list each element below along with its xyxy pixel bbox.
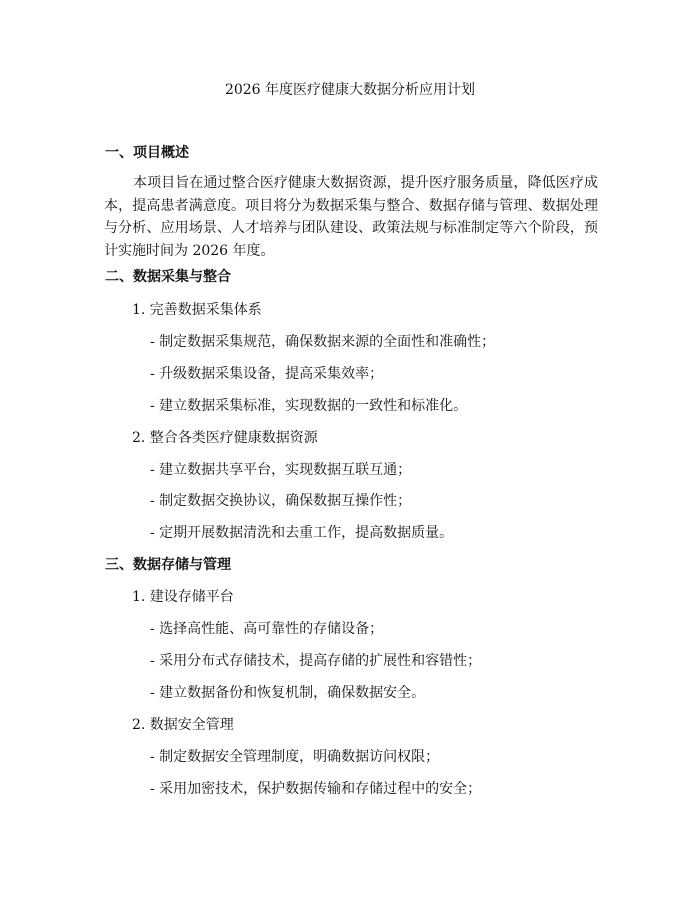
sub-list-item: - 升级数据采集设备，提高采集效率； <box>150 366 384 382</box>
section-heading-data-storage: 三、数据存储与管理 <box>105 557 231 573</box>
section-heading-overview: 一、项目概述 <box>105 145 189 161</box>
sub-list-item: - 制定数据交换协议，确保数据互操作性； <box>150 493 412 509</box>
sub-list-item: - 制定数据采集规范，确保数据来源的全面性和准确性； <box>150 334 496 350</box>
sub-list-item: - 定期开展数据清洗和去重工作，提高数据质量。 <box>150 525 454 541</box>
sub-list-item: - 制定数据安全管理制度，明确数据访问权限； <box>150 749 440 765</box>
sub-list-item: - 建立数据备份和恢复机制，确保数据安全。 <box>150 685 426 701</box>
list-item: 1. 完善数据采集体系 <box>132 302 262 318</box>
sub-list-item: - 选择高性能、高可靠性的存储设备； <box>150 621 384 637</box>
sub-list-item: - 建立数据采集标准，实现数据的一致性和标准化。 <box>150 398 468 414</box>
overview-paragraph: 本项目旨在通过整合医疗健康大数据资源，提升医疗服务质量，降低医疗成本，提高患者满意度。项目将分为数据采集与整合、数据存储与管理、数据处理与分析、应用场景、人才培养与团队建设、政策法规与标准制定等六个阶段，预计实施时间为 2026 年度。 <box>104 175 598 259</box>
list-item: 1. 建设存储平台 <box>132 589 234 605</box>
sub-list-item: - 采用分布式存储技术，提高存储的扩展性和容错性； <box>150 653 482 669</box>
document-title: 2026 年度医疗健康大数据分析应用计划 <box>224 82 476 98</box>
list-item: 2. 数据安全管理 <box>132 717 234 733</box>
list-item: 2. 整合各类医疗健康数据资源 <box>132 430 318 446</box>
sub-list-item: - 建立数据共享平台，实现数据互联互通； <box>150 462 412 478</box>
sub-list-item: - 采用加密技术，保护数据传输和存储过程中的安全； <box>150 781 482 797</box>
section-heading-data-collection: 二、数据采集与整合 <box>105 269 231 285</box>
